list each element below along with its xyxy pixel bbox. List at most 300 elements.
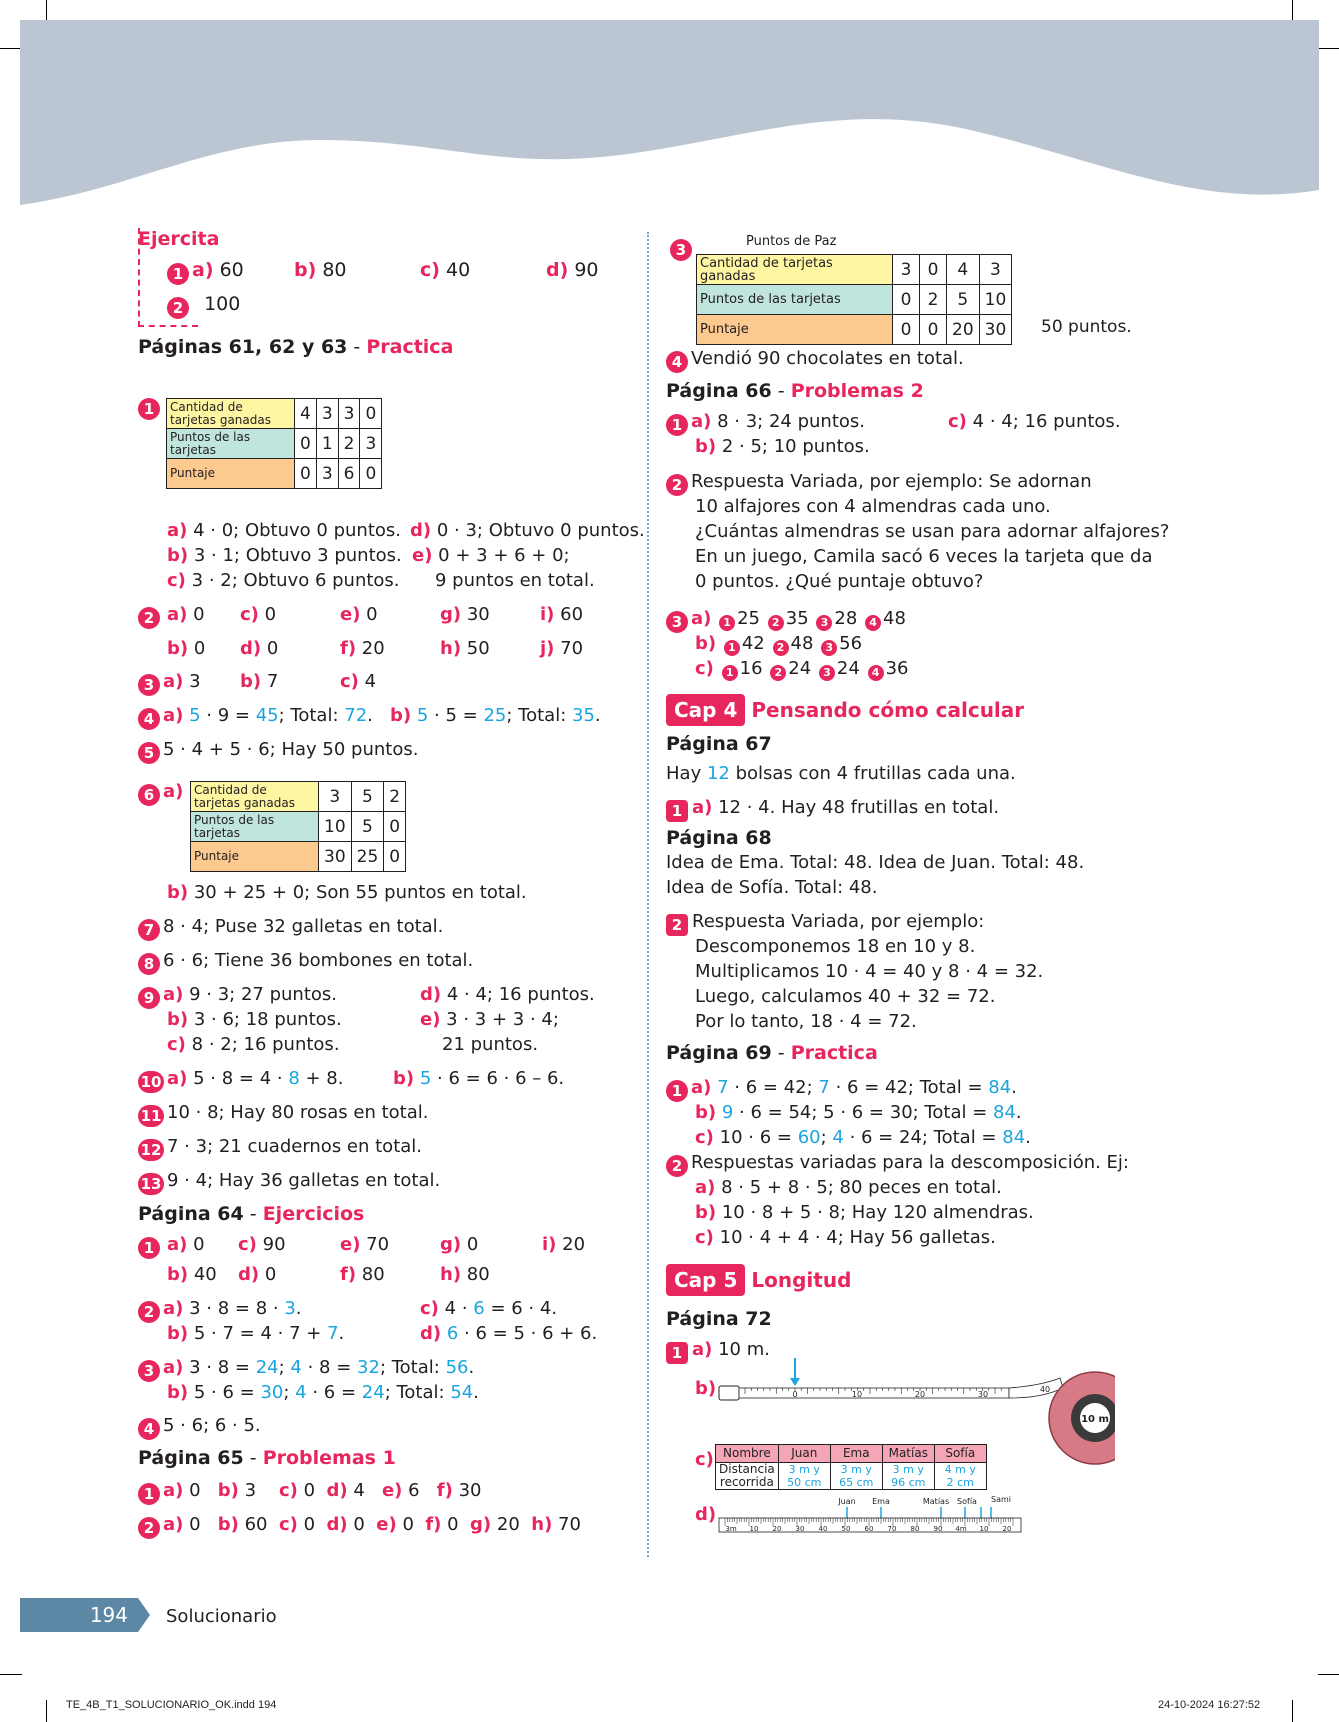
answer: 90 bbox=[262, 1234, 286, 1255]
item-number: 1 bbox=[138, 1483, 160, 1505]
cell: 2 bbox=[384, 782, 406, 812]
answer: 80 bbox=[322, 259, 347, 281]
ruler-label: 20 bbox=[1002, 1525, 1012, 1533]
heading-sub: Practica bbox=[366, 336, 454, 358]
ruler bbox=[715, 1494, 1025, 1542]
answer: 24 bbox=[788, 658, 812, 679]
label: g) bbox=[440, 1234, 462, 1255]
p67-heading: Página 67 bbox=[666, 733, 772, 755]
heading-sub: Practica bbox=[790, 1042, 878, 1064]
item-number: 1 bbox=[138, 1237, 160, 1259]
text: + 8. bbox=[299, 1068, 344, 1089]
header-cell: Sofía bbox=[934, 1445, 986, 1463]
item-number: 2 bbox=[666, 1155, 688, 1177]
label: b) bbox=[167, 545, 189, 566]
label: f) bbox=[425, 1514, 442, 1535]
text: · 6 = 6 · 6 – 6. bbox=[431, 1068, 565, 1089]
label: c) bbox=[278, 1514, 298, 1535]
answer-blue: 5 bbox=[189, 705, 201, 726]
p66-q3-b bbox=[695, 633, 862, 656]
answer-blue: 7 bbox=[818, 1077, 830, 1098]
chapter-badge: Cap 4 bbox=[666, 694, 745, 726]
cap4-heading bbox=[666, 694, 1024, 727]
tape-label: 30 bbox=[977, 1390, 989, 1399]
label: d) bbox=[410, 520, 432, 541]
distance-table bbox=[715, 1444, 987, 1490]
answer: 0 bbox=[303, 1480, 316, 1501]
answer: 40 bbox=[193, 1264, 217, 1285]
file-slug: TE_4B_T1_SOLUCIONARIO_OK.indd 194 bbox=[66, 1699, 277, 1711]
cell: 0 bbox=[295, 459, 317, 489]
answer: 3 · 6; 18 puntos. bbox=[193, 1009, 342, 1030]
answer: 80 bbox=[466, 1264, 490, 1285]
label: i) bbox=[540, 604, 555, 625]
tape-label: 10 bbox=[851, 1390, 863, 1399]
cell: 2 bbox=[920, 285, 947, 315]
answer: 90 bbox=[574, 259, 599, 281]
answer: 0 bbox=[353, 1514, 365, 1535]
item-number: 2 bbox=[666, 474, 688, 496]
crop-mark bbox=[0, 1674, 22, 1675]
answer-blue: 7 bbox=[717, 1077, 729, 1098]
value: 3 m y bbox=[892, 1463, 924, 1476]
text: . bbox=[338, 1323, 345, 1344]
crop-mark bbox=[46, 1700, 47, 1722]
value: 3 m y bbox=[840, 1463, 872, 1476]
row-label: Puntaje bbox=[191, 842, 319, 872]
answer-blue: 4 bbox=[290, 1357, 302, 1378]
ruler-label: 40 bbox=[818, 1525, 828, 1533]
answer-blue: 24 bbox=[255, 1357, 279, 1378]
answer-blue: 30 bbox=[260, 1382, 284, 1403]
ruler-label: 50 bbox=[841, 1525, 851, 1533]
label: b) bbox=[167, 1382, 189, 1403]
answer-blue: 4 bbox=[295, 1382, 307, 1403]
label: a) bbox=[167, 520, 188, 541]
label: c) bbox=[695, 1227, 714, 1248]
cell: 2 bbox=[338, 429, 360, 459]
cell: 10 bbox=[319, 812, 352, 842]
text: · 5 = bbox=[428, 705, 484, 726]
item-number: 1 bbox=[666, 414, 688, 436]
cell: 6 bbox=[338, 459, 360, 489]
sub-number: 1 bbox=[719, 615, 735, 631]
row-label: Cantidad de tarjetas ganadas bbox=[167, 399, 295, 429]
answer-blue: 45 bbox=[255, 705, 279, 726]
ruler-label: 70 bbox=[887, 1525, 897, 1533]
label: e) bbox=[412, 545, 433, 566]
label: b) bbox=[695, 436, 717, 457]
label: d) bbox=[420, 984, 442, 1005]
label: a) bbox=[163, 1514, 184, 1535]
label: d) bbox=[326, 1480, 348, 1501]
label: d) bbox=[420, 1323, 442, 1344]
cell: 0 bbox=[920, 255, 947, 285]
item-number: 4 bbox=[666, 351, 688, 373]
label: g) bbox=[470, 1514, 492, 1535]
item-number: 1 bbox=[138, 398, 160, 420]
ruler-label: 60 bbox=[864, 1525, 874, 1533]
answer-blue: 4 bbox=[832, 1127, 844, 1148]
cell: 3 bbox=[319, 782, 352, 812]
header-cell: Matías bbox=[882, 1445, 934, 1463]
ruler-label: 10 bbox=[749, 1525, 759, 1533]
heading-sub: Problemas 1 bbox=[262, 1447, 396, 1469]
answer-blue: 84 bbox=[988, 1077, 1012, 1098]
answer: 70 bbox=[558, 1514, 581, 1535]
heading-text: Página 64 bbox=[138, 1203, 244, 1225]
cell: 30 bbox=[319, 842, 352, 872]
answer: 9 · 4; Hay 36 galletas en total. bbox=[167, 1170, 441, 1191]
label: a) bbox=[163, 984, 184, 1005]
p69-heading bbox=[666, 1042, 878, 1064]
answer: 48 bbox=[883, 608, 906, 629]
header-cell: Ema bbox=[830, 1445, 882, 1463]
p67-q1 bbox=[666, 797, 999, 822]
p66-q1-a bbox=[666, 411, 865, 436]
answer-blue: 72 bbox=[344, 705, 368, 726]
row-label: Puntos de las tarjetas bbox=[697, 285, 893, 315]
label: b) bbox=[390, 705, 412, 726]
label: c) bbox=[695, 658, 714, 679]
cell: 30 bbox=[979, 315, 1012, 345]
dash: - bbox=[243, 1203, 263, 1225]
table-after: 50 puntos. bbox=[1041, 317, 1132, 337]
answer: 6 · 6; Tiene 36 bombones en total. bbox=[163, 950, 474, 971]
ruler-label: 20 bbox=[772, 1525, 782, 1533]
answer: 0 bbox=[366, 604, 378, 625]
answer: 5 · 6; 6 · 5. bbox=[163, 1415, 261, 1436]
answer: 0 bbox=[189, 1514, 201, 1535]
p67-text bbox=[666, 763, 1016, 785]
answer-blue: 6 bbox=[446, 1323, 459, 1344]
label: c) bbox=[420, 1298, 439, 1319]
p66-q3-c bbox=[695, 658, 908, 681]
label: a) bbox=[163, 1480, 184, 1501]
p66-q1-c bbox=[948, 411, 1121, 433]
heading-text: Página 69 bbox=[666, 1042, 772, 1064]
label: b) bbox=[695, 1202, 717, 1223]
answer: 5 · 4 + 5 · 6; Hay 50 puntos. bbox=[163, 739, 419, 760]
ejercita-title: Ejercita bbox=[138, 228, 220, 250]
p68-q2-line: Por lo tanto, 18 · 4 = 72. bbox=[695, 1011, 917, 1032]
answer: 8 · 4; Puse 32 galletas en total. bbox=[163, 916, 444, 937]
label: a) bbox=[167, 1234, 188, 1255]
label: c) bbox=[167, 570, 186, 591]
label: b) bbox=[217, 1480, 239, 1501]
sub-number: 1 bbox=[724, 640, 740, 656]
answer: 36 bbox=[885, 658, 909, 679]
p72-q1-d-label: d) bbox=[695, 1504, 717, 1525]
answer-blue: 24 bbox=[361, 1382, 385, 1403]
ruler-label: 80 bbox=[910, 1525, 920, 1533]
cell: 0 bbox=[384, 842, 406, 872]
label: j) bbox=[540, 638, 555, 659]
item-number: 1 bbox=[666, 800, 688, 822]
ruler-label: 90 bbox=[933, 1525, 943, 1533]
sub-number: 4 bbox=[865, 615, 881, 631]
answer: 70 bbox=[560, 638, 584, 659]
answer-blue: 84 bbox=[993, 1102, 1016, 1123]
answer: 7 · 3; 21 cuadernos en total. bbox=[167, 1136, 423, 1157]
sub-number: 2 bbox=[773, 640, 789, 656]
print-date: 24-10-2024 16:27:52 bbox=[1158, 1699, 1261, 1711]
answer: 8 · 3; 24 puntos. bbox=[717, 411, 866, 432]
text: ; bbox=[820, 1127, 833, 1148]
item-number: 2 bbox=[666, 914, 688, 936]
ruler-label: 4m bbox=[955, 1525, 967, 1533]
distance-cell bbox=[934, 1463, 986, 1490]
ruler-name: Sofía bbox=[957, 1497, 977, 1506]
value: 50 cm bbox=[787, 1476, 822, 1489]
text: . bbox=[367, 705, 373, 726]
label: f) bbox=[340, 1264, 357, 1285]
answer: 3 bbox=[244, 1480, 257, 1501]
text: 10 · 6 = bbox=[719, 1127, 798, 1148]
p68-q2-line: Descomponemos 18 en 10 y 8. bbox=[695, 936, 976, 957]
answer: 16 bbox=[739, 658, 763, 679]
answer: 20 bbox=[361, 638, 385, 659]
text: ; Total: bbox=[384, 1382, 451, 1403]
label: a) bbox=[695, 1177, 716, 1198]
p69-q2-a bbox=[695, 1177, 1002, 1199]
p69-q1-b bbox=[695, 1102, 1022, 1124]
text: · 6 = 5 · 6 + 6. bbox=[458, 1323, 598, 1344]
answer: 30 bbox=[458, 1480, 482, 1501]
label: f) bbox=[436, 1480, 453, 1501]
answer-blue: 54 bbox=[450, 1382, 474, 1403]
text: Respuesta Variada, por ejemplo: Se adornan bbox=[691, 471, 1092, 492]
item-number: 8 bbox=[138, 953, 160, 975]
p68-line: Idea de Sofía. Total: 48. bbox=[666, 877, 878, 898]
item-number: 11 bbox=[138, 1105, 164, 1127]
answer-blue: 84 bbox=[1002, 1127, 1026, 1148]
answer: 4 · 4; 16 puntos. bbox=[972, 411, 1121, 432]
reel-label: 10 m bbox=[1081, 1414, 1109, 1425]
answer: 2 · 5; 10 puntos. bbox=[721, 436, 870, 457]
cell: 5 bbox=[351, 812, 384, 842]
answer: 12 · 4. Hay 48 frutillas en total. bbox=[718, 797, 1000, 818]
text: . bbox=[468, 1357, 475, 1378]
label: b) bbox=[695, 633, 717, 654]
answer: 40 bbox=[446, 259, 471, 281]
sub-number: 3 bbox=[821, 640, 837, 656]
cell: 0 bbox=[295, 429, 317, 459]
p68-q2-line: Luego, calculamos 40 + 32 = 72. bbox=[695, 986, 996, 1007]
item-number: 3 bbox=[138, 1360, 160, 1382]
cell: 0 bbox=[384, 812, 406, 842]
p69-q2-c bbox=[695, 1227, 996, 1249]
answer: 0 bbox=[264, 604, 277, 625]
p68-q2-line: Multiplicamos 10 · 4 = 40 y 8 · 4 = 32. bbox=[695, 961, 1044, 982]
item-number: 4 bbox=[138, 1418, 160, 1440]
crop-mark bbox=[1292, 1700, 1293, 1722]
p68-q2 bbox=[666, 911, 984, 936]
footer-label: Solucionario bbox=[166, 1606, 277, 1627]
p66-q2-line: 0 puntos. ¿Qué puntaje obtuvo? bbox=[695, 571, 984, 592]
distance-cell bbox=[778, 1463, 830, 1490]
answer-blue: 5 bbox=[419, 1068, 432, 1089]
text: = 6 · 4. bbox=[484, 1298, 558, 1319]
text: Respuesta Variada, por ejemplo: bbox=[692, 911, 985, 932]
item-number: 2 bbox=[138, 607, 160, 629]
cell: 0 bbox=[360, 399, 382, 429]
answer: 0 bbox=[193, 638, 206, 659]
label: a) bbox=[167, 1068, 188, 1089]
ruler-name: Ema bbox=[872, 1497, 890, 1506]
label: d) bbox=[240, 638, 262, 659]
p66-q2 bbox=[666, 471, 1092, 496]
item-number: 1 bbox=[167, 263, 189, 285]
answer: 80 bbox=[361, 1264, 385, 1285]
cell: 3 bbox=[360, 429, 382, 459]
p72-q1-c-label: c) bbox=[695, 1449, 714, 1470]
text: · 8 = bbox=[301, 1357, 358, 1378]
label: b) bbox=[217, 1514, 239, 1535]
answer: 24 bbox=[836, 658, 860, 679]
answer: 4 bbox=[353, 1480, 365, 1501]
answer: 4 · 4; 16 puntos. bbox=[446, 984, 595, 1005]
header-cell: Juan bbox=[778, 1445, 830, 1463]
row-label: Cantidad de tarjetas ganadas bbox=[191, 782, 319, 812]
puntos-de-paz-table bbox=[696, 254, 1012, 345]
item-number: 12 bbox=[138, 1139, 164, 1161]
row-label: Distancia recorrida bbox=[716, 1463, 779, 1490]
label: a) bbox=[163, 671, 184, 692]
answer: 0 bbox=[266, 638, 279, 659]
cell: 4 bbox=[947, 255, 980, 285]
label: c) bbox=[340, 671, 359, 692]
label: c) bbox=[278, 1480, 298, 1501]
ruler-name: Juan bbox=[838, 1497, 856, 1506]
label: e) bbox=[376, 1514, 397, 1535]
answer-blue: 56 bbox=[445, 1357, 469, 1378]
tape-label: 40 bbox=[1039, 1385, 1051, 1394]
row-label: Puntos de las tarjetas bbox=[191, 812, 319, 842]
tape-label: 20 bbox=[914, 1390, 926, 1399]
label: c) bbox=[240, 604, 259, 625]
answer: 60 bbox=[219, 259, 244, 281]
answer-blue: 5 bbox=[416, 705, 429, 726]
item-number: 2 bbox=[167, 297, 189, 319]
answer: 10 · 8; Hay 80 rosas en total. bbox=[167, 1102, 429, 1123]
p69-q2-b bbox=[695, 1202, 1034, 1224]
answer: 60 bbox=[560, 604, 584, 625]
table-caption: Puntos de Paz bbox=[746, 234, 837, 249]
value: 3 m y bbox=[788, 1463, 820, 1476]
answer: 3 · 1; Obtuvo 3 puntos. bbox=[193, 545, 402, 566]
row-label: Puntaje bbox=[697, 315, 893, 345]
heading-text: Página 66 bbox=[666, 380, 772, 402]
text: · 6 = bbox=[306, 1382, 362, 1403]
text: . bbox=[1011, 1077, 1017, 1098]
answer: 10 m. bbox=[718, 1339, 770, 1360]
answer: 50 bbox=[466, 638, 490, 659]
label: h) bbox=[440, 1264, 462, 1285]
text: ; Total: bbox=[506, 705, 572, 726]
text: ; Total: bbox=[379, 1357, 446, 1378]
label: c) bbox=[238, 1234, 257, 1255]
label: e) bbox=[340, 1234, 361, 1255]
text: · 9 = bbox=[200, 705, 256, 726]
cell: 0 bbox=[893, 315, 920, 345]
answer: 25 bbox=[737, 608, 761, 629]
label: c) bbox=[167, 1034, 186, 1055]
distance-cell bbox=[830, 1463, 882, 1490]
p66-q2-line: En un juego, Camila sacó 6 veces la tarjeta que da bbox=[695, 546, 1153, 567]
label: d) bbox=[326, 1514, 348, 1535]
dash: - bbox=[771, 1042, 791, 1064]
answer: 30 bbox=[466, 604, 490, 625]
dash: - bbox=[771, 380, 791, 402]
text: Respuestas variadas para la descomposición. Ej: bbox=[691, 1152, 1129, 1173]
text: 3 · 8 = 8 · bbox=[189, 1298, 285, 1319]
answer: 60 bbox=[244, 1514, 268, 1535]
answer-blue: 6 bbox=[473, 1298, 485, 1319]
row-label: Puntos de las tarjetas bbox=[167, 429, 295, 459]
text: . bbox=[295, 1298, 302, 1319]
text: ; Total: bbox=[278, 705, 345, 726]
label: e) bbox=[340, 604, 361, 625]
answer-blue: 32 bbox=[357, 1357, 380, 1378]
text: 3 · 8 = bbox=[189, 1357, 256, 1378]
text: 5 · 8 = 4 · bbox=[193, 1068, 289, 1089]
item-number: 3 bbox=[138, 674, 160, 696]
item-number: 7 bbox=[138, 919, 160, 941]
cell: 5 bbox=[947, 285, 980, 315]
sub-number: 3 bbox=[819, 665, 835, 681]
answer-blue: 25 bbox=[483, 705, 507, 726]
sub-number: 2 bbox=[770, 665, 786, 681]
q9-e2: 21 puntos. bbox=[442, 1034, 539, 1055]
distance-cell bbox=[882, 1463, 934, 1490]
ruler-label: 3m bbox=[725, 1525, 737, 1533]
item-number: 2 bbox=[138, 1301, 160, 1323]
answer: 20 bbox=[562, 1234, 586, 1255]
ruler-name: Matías bbox=[922, 1497, 950, 1506]
answer: 48 bbox=[790, 633, 814, 654]
item-number: 9 bbox=[138, 987, 160, 1009]
text: bolsas con 4 frutillas cada una. bbox=[729, 763, 1016, 784]
label: e) bbox=[381, 1480, 403, 1501]
answer: 0 bbox=[189, 1480, 201, 1501]
label: a) bbox=[163, 1357, 184, 1378]
answer-blue: 60 bbox=[797, 1127, 821, 1148]
label: b) bbox=[167, 1323, 189, 1344]
answer: 3 bbox=[189, 671, 201, 692]
p69-q2 bbox=[666, 1152, 1129, 1177]
answer: 10 · 4 + 4 · 4; Hay 56 galletas. bbox=[719, 1227, 996, 1248]
answer: 7 bbox=[266, 671, 279, 692]
answer: 0 bbox=[303, 1514, 316, 1535]
cell: 3 bbox=[979, 255, 1012, 285]
label: f) bbox=[340, 638, 357, 659]
value: 96 cm bbox=[891, 1476, 926, 1489]
chapter-title: Longitud bbox=[751, 1268, 852, 1292]
p66-q2-line: ¿Cuántas almendras se usan para adornar alfajores? bbox=[695, 521, 1170, 542]
label: a) bbox=[163, 705, 184, 726]
answer: 0 bbox=[264, 1264, 277, 1285]
cell: 3 bbox=[316, 399, 338, 429]
answer: 8 · 5 + 8 · 5; 80 peces en total. bbox=[721, 1177, 1002, 1198]
heading-sub: Ejercicios bbox=[262, 1203, 365, 1225]
section-heading-66 bbox=[666, 380, 924, 402]
answer: 100 bbox=[204, 293, 241, 315]
p66-q1-b bbox=[695, 436, 870, 458]
cell: 3 bbox=[338, 399, 360, 429]
value: 4 m y bbox=[944, 1463, 976, 1476]
answer: 70 bbox=[366, 1234, 390, 1255]
